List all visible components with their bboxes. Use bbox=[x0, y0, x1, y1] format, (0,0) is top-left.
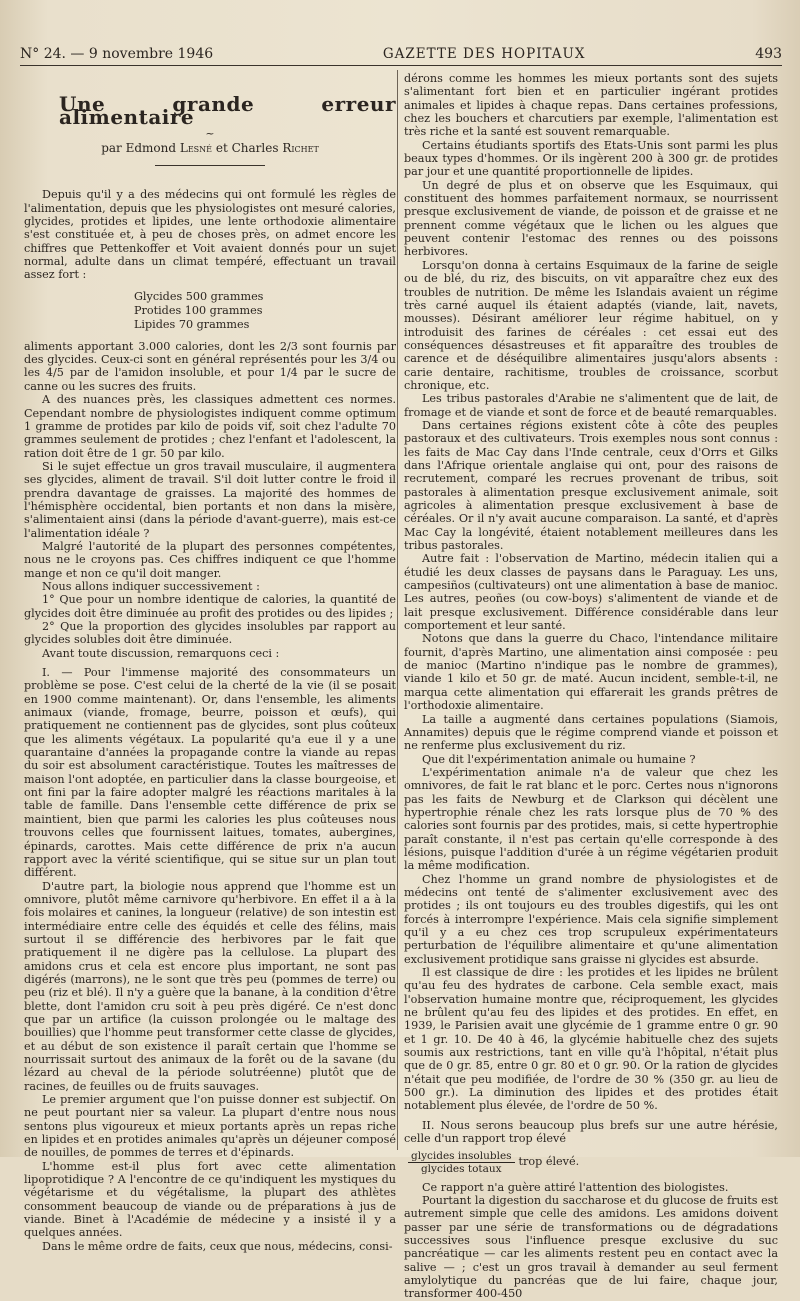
paragraph: Depuis qu'il y a des médecins qui ont formulé les règles de l'alimentation, depuis que les physiologistes ont mesuré calories, glycides, protides et lipides, une lente orthodoxie alimentaire s'est constituée et, à peu de choses près, on admet encore les chiffres que Pettenkoffer et Voit avaient donnés pour un sujet normal, adulte dans un climat tempéré, effectuant un travail assez fort : bbox=[24, 188, 396, 282]
paragraph: Notons que dans la guerre du Chaco, l'intendance militaire fournit, d'après Martino, une alimentation ainsi composée : peu de manioc (Martino n'indique pas le nombre de grammes), viande 1 kilo et 50 gr. de maté. Aucun incident, semble-t-il, ne marqua cette alimentation qui effarerait les grands prêtres de l'orthodoxie alimentaire. bbox=[404, 632, 778, 713]
byline-prefix: par Edmond bbox=[101, 141, 177, 156]
paragraph: Pourtant la digestion du saccharose et du glucose de fruits est autrement simple que celle des amidons. Les amidons doivent passer par une série de transformations ou de dégradations successives sous l'influence presque exclusive du suc pancréatique — car les aliments restent peu en contact avec la salive — ; c'est un gros travail à demander au seul ferment amylolytique du pancréas que de lui faire, chaque jour, transformer 400-450 bbox=[404, 1193, 778, 1301]
nutrient-list bbox=[134, 290, 396, 332]
paragraph: D'autre part, la biologie nous apprend que l'homme est un omnivore, plutôt même carnivore qu'herbivore. En effet il a à la fois molaires et canines, la longueur (relative) de son intestin est intermédiaire entre celle des équidés et celle des félins, mais surtout il se différencie des herbivores par le fait que pratiquement il ne digère pas la cellulose. La plupart des amidons crus et cela est encore plus important, ne sont pas digérés (marrons), ne le sont que très peu (pommes de terre) ou peu (riz et blé). Il n'y a guère que la banane, à la condition d'être blette, dont l'amidon cru soit à peu près digéré. Ce n'est donc que par un artifice (la cuisson prolongée ou le maltage des bouillies) que l'homme peut transformer cette classe de glycides, et au début de son existence il paraît certain que l'homme se nourrissait surtout des animaux de la forêt ou de la savane (du lézard au cheval de la période solutréenne) plutôt que de racines, de feuilles ou de fruits sauvages. bbox=[24, 879, 396, 1093]
paragraph: Autre fait : l'observation de Martino, médecin italien qui a étudié les deux classes de paysans dans le Paraguay. Les uns, campesiños (cultivateurs) ont une alimentation à base de manioc. Les autres, peoñes (ou cow-boys) s'alimentent de viande et de lait presque exclusivement. Différence considérable dans leur comportement et leur santé. bbox=[404, 552, 778, 633]
paragraph: Les tribus pastorales d'Arabie ne s'alimentent que de lait, de fromage et de viande et sont de force et de beauté remarquables. bbox=[404, 392, 778, 419]
byline-and: et Charles bbox=[215, 141, 279, 156]
fraction-denominator: glycides totaux bbox=[420, 1162, 502, 1175]
paragraph: II. Nous serons beaucoup plus brefs sur une autre hérésie, celle d'un rapport trop élevé bbox=[404, 1118, 778, 1146]
right-column bbox=[404, 72, 778, 1301]
paragraph: aliments apportant 3.000 calories, dont les 2/3 sont fournis par des glycides. Ceux-ci sont en général représentés pour les 3/4 ou les 4/5 par de l'amidon insoluble, et pour 1/4 par le sucre de canne ou les sucres des fruits. bbox=[24, 339, 396, 393]
paragraph: 2° Que la proportion des glycides insolubles par rapport au glycides solubles doit être diminuée. bbox=[24, 620, 396, 647]
byline bbox=[24, 142, 396, 155]
paragraph: Avant toute discussion, remarquons ceci : bbox=[42, 646, 280, 660]
ratio-fraction bbox=[408, 1150, 515, 1175]
paragraph: Lorsqu'on donna à certains Esquimaux de la farine de seigle ou de blé, du riz, des biscuits, on vit apparaître chez eux des troubles de nutrition. De même les Islandais avaient un régime très carné auquel ils étaient adaptés (viande, lait, navets, mousses). Désirant améliorer leur régime habituel, on y introduisit des farines de céréales : cet essai eut des conséquences désastreuses et fit apparaître des troubles de carence et de déséquilibre alimentaires jusqu'alors absents : carie dentaire, rachitisme, troubles de croissance, scorbut chronique, etc. bbox=[404, 258, 778, 392]
author1-surname: Lesné bbox=[179, 141, 213, 156]
paragraph: L'expérimentation animale n'a de valeur que chez les omnivores, de fait le rat blanc et le porc. Certes nous n'ignorons pas les faits de Newburg et de Clarkson qui décèlent une hypertrophie rénale chez les rats lorsque plus de 70 % des calories sont fournis par des protides, mais, si cette hypertrophie paraît constante, il n'est pas certain qu'elle corresponde à des lésions, puisque l'addition d'urée à un régime végétarien produit la même modification. bbox=[404, 765, 778, 873]
formula-tail: trop élevé. bbox=[518, 1155, 580, 1169]
title-ornament: ~ bbox=[205, 126, 215, 140]
issue-date: N° 24. — 9 novembre 1946 bbox=[20, 46, 214, 62]
title-rule bbox=[155, 165, 265, 166]
paragraph: Nous allons indiquer successivement : bbox=[42, 579, 260, 593]
paragraph: Si le sujet effectue un gros travail musculaire, il augmentera ses glycides, aliment de travail. S'il doit lutter contre le froid il prendra davantage de graisses. La majorité des hommes de l'hémisphère occidental, bien portants et non dans la misère, s'alimentaient ainsi (dans la période d'avant-guerre), mais est-ce l'alimentation idéale ? bbox=[24, 459, 396, 540]
list-item: Glycides 500 grammes bbox=[134, 289, 264, 303]
page-number: 493 bbox=[755, 46, 782, 62]
paragraph: dérons comme les hommes les mieux portants sont des sujets s'alimentant fort bien et en particulier ingérant protides animales et lipides à chaque repas. Dans certaines professions, chez les bouchers et charcutiers par exemple, l'alimentation est très riche et la santé est souvent remarquable. bbox=[404, 72, 778, 139]
column-divider bbox=[397, 70, 398, 1150]
paragraph: Dans certaines régions existent côte à côte des peuples pastoraux et des cultivateurs. Trois exemples nous sont connus : les faits de Mac Cay dans l'Inde centrale, ceux d'Orrs et Gilks dans l'Afrique orientale anglaise qui ont, pour des raisons de recrutement, comparé les recrues provenant de tribus, soit pastorales à alimentation presque exclusivement animale, soit agricoles à alimentation presque exclusivement à base de céréales. Or il n'y avait aucune comparaison. La santé, et d'après Mac Cay la longévité, étaient notablement meilleures dans les tribus pastorales. bbox=[404, 418, 778, 553]
ratio-formula bbox=[404, 1150, 778, 1175]
paragraph: 1° Que pour un nombre identique de calories, la quantité de glycides doit être diminuée au profit des protides ou des lipides ; bbox=[24, 593, 396, 620]
paragraph: Il est classique de dire : les protides et les lipides ne brûlent qu'au feu des hydrates de carbone. Cela semble exact, mais l'observation humaine montre que, réciproquement, les glycides ne brûlent qu'au feu des lipides et des protides. En effet, en 1939, le Parisien avait une glycémie de 1 gramme entre 0 gr. 90 et 1 gr. 10. De 40 à 46, la glycémie habituelle chez des sujets soumis aux restrictions, tant en ville qu'à l'hôpital, n'était plus que de 0 gr. 85, entre 0 gr. 80 et 0 gr. 90. Or la ration de glycides n'était que peu modifiée, de l'ordre de 30 % (350 gr. au lieu de 500 gr.). La diminution des lipides et des protides était notablement plus élevée, de l'ordre de 50 %. bbox=[404, 966, 778, 1113]
author2-surname: Richet bbox=[282, 141, 319, 156]
article-title: Une grande erreur alimentaire bbox=[59, 92, 396, 130]
list-item: Protides 100 grammes bbox=[134, 303, 263, 317]
paragraph: I. — Pour l'immense majorité des consommateurs un problème se pose. C'est celui de la cherté de la vie (il se posait en 1900 comme maintenant). Or, dans l'ensemble, les aliments animaux (viande, fromage, beurre, poisson et œufs), qui pratiquement ne contiennent pas de glycides, sont plus coûteux que les aliments végétaux. La popularité qu'a eue il y a une quarantaine d'années la propagande contre la viande au repas du soir est absolument caractéristique. Toutes les maîtresses de maison l'ont adoptée, en particulier dans la classe bourgeoise, et ont fini par la faire adopter malgré les réactions maritales à la table de famille. Dans l'ensemble cette différence de prix se maintient, bien que parmi les calories les plus coûteuses nous trouvons celles que fournissent laitues, tomates, aubergines, épinards, carottes. Mais cette différence de prix n'a aucun rapport avec la vérité scientifique, qui se situe sur un plan tout différent. bbox=[24, 666, 396, 880]
paragraph: Un degré de plus et on observe que les Esquimaux, qui constituent des hommes parfaitement normaux, se nourrissent presque exclusivement de viande, de poisson et de graisse et ne prennent comme végétaux que le lichen ou les algues que peuvent contenir l'estomac des rennes ou des poissons herbivores. bbox=[404, 178, 778, 259]
paragraph: La taille a augmenté dans certaines populations (Siamois, Annamites) depuis que le régime comprend viande et poisson et ne renferme plus exclusivement du riz. bbox=[404, 712, 778, 753]
paragraph: Dans le même ordre de faits, ceux que nous, médecins, consi- bbox=[42, 1239, 393, 1253]
journal-title: GAZETTE DES HOPITAUX bbox=[382, 46, 586, 62]
paragraph: L'homme est-il plus fort avec cette alimentation lipoprotidique ? A l'encontre de ce qu'indiquent les mystiques du végétarisme et du végétalisme, la plupart des athlètes consomment beaucoup de viande ou de préparations à jus de viande. Binet à l'Académie de médecine y a insisté il y a quelques années. bbox=[24, 1159, 396, 1240]
paragraph: Malgré l'autorité de la plupart des personnes compétentes, nous ne le croyons pas. Ces chiffres indiquent ce que l'homme mange et non ce qu'il doit manger. bbox=[24, 539, 396, 580]
paragraph: Chez l'homme un grand nombre de physiologistes et de médecins ont tenté de s'alimenter exclusivement avec des protides ; ils ont toujours eu des troubles digestifs, qui les ont forcés à interrompre l'expérience. Mais cela signifie simplement qu'il y a eu chez ces trop scrupuleux expérimentateurs perturbation de l'équilibre alimentaire et qu'une alimentation exclusivement protidique sans graisse ni glycides est absurde. bbox=[404, 872, 778, 966]
paragraph: Le premier argument que l'on puisse donner est subjectif. On ne peut pourtant nier sa valeur. La plupart d'entre nous nous sentons plus vigoureux et mieux portants après un repas riche en lipides et en protides animales qu'après un déjeuner composé de nouilles, de pommes de terres et d'épinards. bbox=[24, 1093, 396, 1160]
paragraph: A des nuances près, les classiques admettent ces normes. Cependant nombre de physiologistes indiquent comme optimum 1 gramme de protides par kilo de poids vif, soit chez l'adulte 70 grammes seulement de protides ; chez l'enfant et l'adolescent, la ration doit être de 1 gr. 50 par kilo. bbox=[24, 393, 396, 460]
left-column bbox=[24, 70, 396, 1253]
list-item: Lipides 70 grammes bbox=[134, 317, 250, 331]
paragraph: Que dit l'expérimentation animale ou humaine ? bbox=[422, 752, 696, 766]
paragraph: Ce rapport n'a guère attiré l'attention des biologistes. bbox=[422, 1180, 729, 1194]
page-header bbox=[20, 40, 782, 66]
fraction-numerator: glycides insolubles bbox=[408, 1150, 515, 1163]
paragraph: Certains étudiants sportifs des Etats-Unis sont parmi les plus beaux types d'hommes. Or ils ingèrent 200 à 300 gr. de protides par jour et une quantité proportionnelle de lipides. bbox=[404, 138, 778, 179]
